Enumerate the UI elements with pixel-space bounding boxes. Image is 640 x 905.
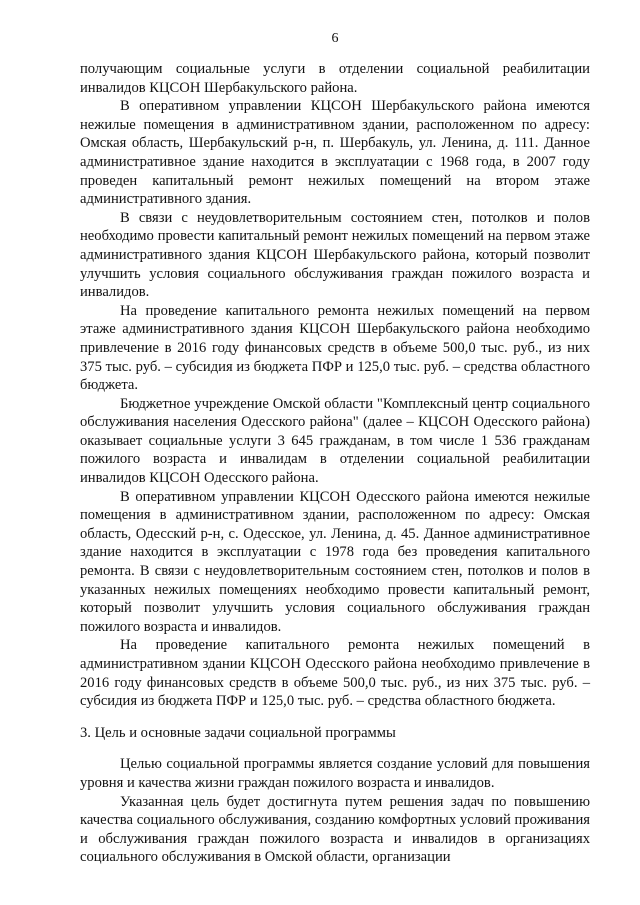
section-heading: 3. Цель и основные задачи социальной программы (80, 724, 396, 741)
paragraph: На проведение капитального ремонта нежилых помещений на первом этаже административного здания КЦСОН Шербакульского района необходимо привлечение в 2016 году финансовых средств в объеме 500,0 тыс. руб., из них 375 тыс. руб. – субсидия из бюджета ПФР и 125,0 тыс. руб. – средства областного бюджета. (80, 302, 590, 394)
page-number: 6 (331, 31, 339, 46)
document-body (80, 60, 590, 867)
paragraph: На проведение капитального ремонта нежилых помещений в административном здании КЦСОН Одесского района необходимо привлечение в 2016 году финансовых средств в объеме 500,0 тыс. руб., из них 375 тыс. руб. – субсидия из бюджета ПФР и 125,0 тыс. руб. – средства областного бюджета. (80, 637, 590, 710)
paragraph-continuation: получающим социальные услуги в отделении социальной реабилитации инвалидов КЦСОН Шербакульского района. (80, 61, 590, 96)
paragraph: В связи с неудовлетворительным состоянием стен, потолков и полов необходимо провести капитальный ремонт нежилых помещений на первом этаже административного здания КЦСОН Шербакульского района, который позволит улучшить условия социального обслуживания граждан пожилого возраста и инвалидов. (80, 209, 590, 301)
paragraph: В оперативном управлении КЦСОН Шербакульского района имеются нежилые помещения в административном здании, расположенном по адресу: Омская область, Шербакульский р-н, п. Шербакуль, ул. Ленина, д. 111. Данное административное здание находится в эксплуатации с 1968 года, в 2007 году проведен капитальный ремонт нежилых помещений на втором этаже административного здания. (80, 98, 590, 208)
paragraph: В оперативном управлении КЦСОН Одесского района имеются нежилые помещения в административном здании, расположенном по адресу: Омская область, Одесский р-н, с. Одесское, ул. Ленина, д. 45. Данное административное здание находится в эксплуатации с 1978 года без проведения капитального ремонта. В связи с неудовлетворительным состоянием стен, потолков и полов в указанных нежилых помещениях необходимо провести капитальный ремонт, который позволит улучшить условия социального обслуживания граждан пожилого возраста и инвалидов. (80, 488, 590, 635)
paragraph: Бюджетное учреждение Омской области "Комплексный центр социального обслуживания населения Одесского района" (далее – КЦСОН Одесского района) оказывает социальные услуги 3 645 гражданам, в том числе 1 536 гражданам пожилого возраста и инвалидам в отделении социальной реабилитации инвалидов КЦСОН Одесского района. (80, 395, 590, 487)
paragraph: Указанная цель будет достигнута путем решения задач по повышению качества социального обслуживания, созданию комфортных условий проживания и обслуживания граждан пожилого возраста и инвалидов в организациях социального обслуживания в Омской области, организации (80, 793, 590, 866)
paragraph: Целью социальной программы является создание условий для повышения уровня и качества жизни граждан пожилого возраста и инвалидов. (80, 756, 590, 791)
